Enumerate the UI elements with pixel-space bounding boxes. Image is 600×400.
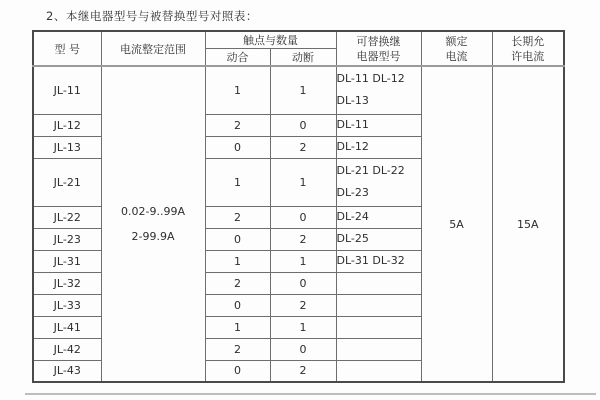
- replace-models-cell: [336, 114, 421, 136]
- open-count-cell: 1: [205, 158, 270, 206]
- replace-models-cell: [336, 136, 421, 158]
- model-cell: JL-33: [33, 294, 101, 316]
- range-line2: 2-99.9A: [131, 230, 175, 243]
- replace-model-line: DL-11 DL-12: [336, 72, 405, 86]
- col-header-rated: [421, 31, 492, 66]
- closed-count-cell: 0: [270, 206, 336, 228]
- table-body: [33, 66, 564, 382]
- model-cell: JL-11: [33, 66, 101, 114]
- closed-count-cell: 0: [270, 338, 336, 360]
- closed-count-cell: 1: [270, 66, 336, 114]
- model-cell: JL-41: [33, 316, 101, 338]
- closed-count-cell: 0: [270, 272, 336, 294]
- model-cell: JL-13: [33, 136, 101, 158]
- rated-current-merged-cell: 5A: [421, 66, 492, 382]
- range-merged-cell: [101, 66, 205, 382]
- col-header-longterm: [492, 31, 564, 66]
- range-line1: 0.02-9..99A: [121, 205, 185, 218]
- replace-model-line: DL-21 DL-22: [336, 164, 405, 177]
- open-count-cell: 2: [205, 338, 270, 360]
- replace-models-cell: [336, 206, 421, 228]
- replace-model-line: DL-25: [336, 232, 369, 245]
- col-header-replace: [336, 31, 421, 66]
- col-header-rated-line1: 额定: [445, 34, 468, 48]
- table-header: [33, 31, 564, 66]
- model-cell: JL-31: [33, 250, 101, 272]
- replace-models-cell: [336, 272, 421, 294]
- replace-model-line: DL-13: [336, 94, 369, 108]
- col-header-contacts-group: 触点与数量: [205, 31, 336, 49]
- col-header-longterm-line1: 长期允: [511, 34, 545, 48]
- replace-models-cell: [336, 360, 421, 382]
- replace-model-line: DL-23: [336, 186, 369, 199]
- closed-count-cell: 1: [270, 158, 336, 206]
- open-count-cell: 1: [205, 250, 270, 272]
- col-header-longterm-line2: 许电流: [511, 49, 545, 63]
- closed-count-cell: 0: [270, 114, 336, 136]
- replace-model-line: DL-24: [336, 210, 369, 223]
- closed-count-cell: 2: [270, 228, 336, 250]
- col-header-range: 电流整定范围: [101, 31, 205, 66]
- open-count-cell: 1: [205, 66, 270, 114]
- closed-count-cell: 1: [270, 250, 336, 272]
- model-cell: JL-23: [33, 228, 101, 250]
- replace-models-cell: [336, 66, 421, 114]
- replace-models-cell: [336, 338, 421, 360]
- open-count-cell: 1: [205, 316, 270, 338]
- comparison-table: [32, 30, 565, 383]
- closed-count-cell: 2: [270, 136, 336, 158]
- open-count-cell: 2: [205, 206, 270, 228]
- replace-models-cell: [336, 316, 421, 338]
- closed-count-cell: 2: [270, 294, 336, 316]
- model-cell: JL-22: [33, 206, 101, 228]
- open-count-cell: 2: [205, 114, 270, 136]
- bottom-divider: [25, 393, 596, 395]
- model-cell: JL-43: [33, 360, 101, 382]
- model-cell: JL-12: [33, 114, 101, 136]
- open-count-cell: 0: [205, 136, 270, 158]
- model-cell: JL-42: [33, 338, 101, 360]
- replace-models-cell: [336, 228, 421, 250]
- col-header-contact-closed: 动断: [270, 49, 336, 67]
- col-header-contact-open: 动合: [205, 49, 270, 67]
- replace-model-line: DL-31 DL-32: [336, 254, 405, 267]
- longterm-current-merged-cell: 15A: [492, 66, 564, 382]
- page-title: 2、本继电器型号与被替换型号对照表：: [46, 9, 258, 23]
- open-count-cell: 2: [205, 272, 270, 294]
- col-header-replace-line1: 可替换继: [356, 34, 401, 48]
- header-row-1: [33, 31, 564, 49]
- col-header-model: 型 号: [33, 31, 101, 66]
- table-row: [33, 66, 564, 114]
- open-count-cell: 0: [205, 294, 270, 316]
- replace-models-cell: [336, 250, 421, 272]
- replace-models-cell: [336, 158, 421, 206]
- closed-count-cell: 1: [270, 316, 336, 338]
- replace-model-line: DL-11: [336, 118, 369, 131]
- closed-count-cell: 2: [270, 360, 336, 382]
- model-cell: JL-32: [33, 272, 101, 294]
- model-cell: JL-21: [33, 158, 101, 206]
- open-count-cell: 0: [205, 228, 270, 250]
- col-header-rated-line2: 电流: [445, 49, 468, 63]
- replace-model-line: DL-12: [336, 140, 369, 153]
- col-header-replace-line2: 电器型号: [356, 49, 401, 63]
- open-count-cell: 0: [205, 360, 270, 382]
- replace-models-cell: [336, 294, 421, 316]
